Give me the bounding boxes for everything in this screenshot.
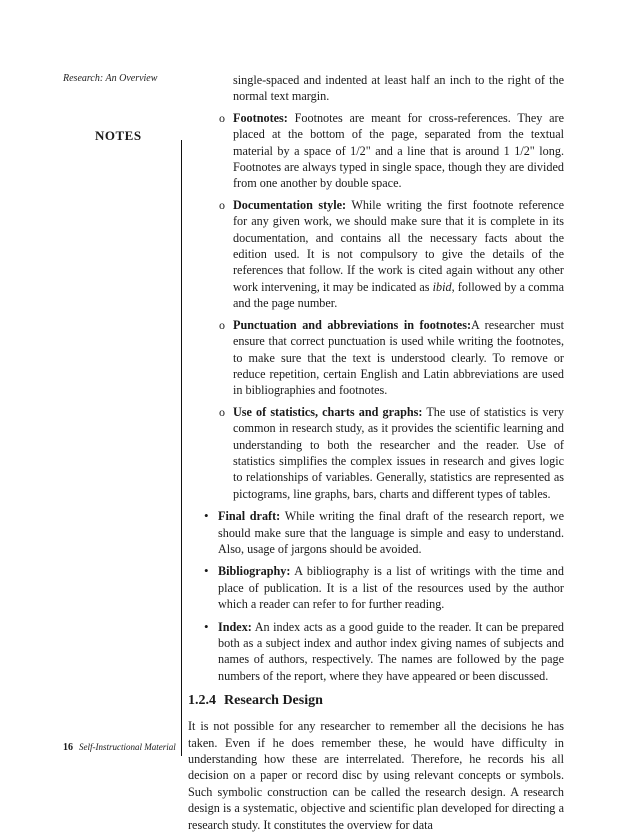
page-footer xyxy=(63,742,176,753)
bullet-text xyxy=(218,563,564,612)
subitem-punctuation xyxy=(188,317,564,399)
bullet-title: Bibliography: xyxy=(218,564,291,579)
subitem-marker: o xyxy=(219,317,225,332)
subitem-body-end: , followed by a comma and the page number. xyxy=(233,279,564,311)
subitem-title: Documentation style: xyxy=(233,197,347,212)
subitem-text xyxy=(233,197,564,312)
bullet-final-draft xyxy=(188,508,564,557)
footer-label: Self-Instructional Material xyxy=(79,742,176,752)
page-number: 16 xyxy=(63,742,73,753)
subitem-title: Punctuation and abbreviations in footnotes: xyxy=(233,317,471,332)
subitem-text xyxy=(233,317,564,399)
continued-paragraph: single-spaced and indented at least half an inch to the right of the normal text margin. xyxy=(233,73,564,104)
bullet-dot: • xyxy=(204,618,209,634)
subitem-marker: o xyxy=(219,110,225,125)
running-head: Research: An Overview xyxy=(63,73,158,84)
margin-divider-rule xyxy=(181,140,182,756)
section-title: Research Design xyxy=(224,693,323,709)
subitem-documentation-style xyxy=(188,197,564,312)
body-paragraph: It is not possible for any researcher to remember all the decisions he has taken. Even if he does remember these, he would have difficulty in understanding how these are interrelated. Therefore, he records his all decision on a paper or record disc by using relevant concepts or symbols. Such symbolic construction can be called the research design. A research design is a systematic, objective and scientific plan developed for directing a research study. It constitutes the overview for data xyxy=(188,719,564,832)
subitem-title: Footnotes: xyxy=(233,110,288,125)
subitem-statistics xyxy=(188,404,564,502)
section-heading xyxy=(188,692,564,710)
subitem-text xyxy=(233,110,564,192)
subitem-body: The use of statistics is very common in research study, as it provides the scientific learning and understanding to both the researcher and the reader. Use of statistics simplifies the complex issues in research and gives logic to relationships of variables. Generally, statistics are represented as pictograms, line graphs, bars, charts and different types of tables. xyxy=(233,404,565,501)
bullet-text xyxy=(218,508,564,557)
bullet-bibliography xyxy=(188,563,564,612)
bullet-body: While writing the final draft of the research report, we should make sure that the language is simple and easy to understand. Also, usage of jargons should be avoided. xyxy=(218,509,565,556)
bullet-index xyxy=(188,619,564,685)
margin-notes-label: NOTES xyxy=(95,128,142,143)
bullet-text xyxy=(218,619,564,685)
main-content xyxy=(188,72,564,833)
bullet-dot: • xyxy=(204,563,209,579)
subitem-body: Footnotes are meant for cross-references. They are placed at the bottom of the page, separated from the textual material by a space of 1/2" and a line that is around 1 1/2" long. Footnotes are always typed in single space, though they are divided from one another by double space. xyxy=(233,110,565,191)
bullet-body: An index acts as a good guide to the reader. It can be prepared both as a subject index and author index giving names of subjects and names of authors, respectively. The names are followed by the page numbers of the report, where they have appeared or been discussed. xyxy=(218,619,564,683)
subitem-marker: o xyxy=(219,404,225,419)
subitem-body: While writing the first footnote reference for any given work, we should make sure that it is complete in its documentation, and contains all the necessary facts about the edition used. It is not compulsory to give the details of the references that follow. If the work is cited again without any other work intervening, it may be indicated as xyxy=(233,197,565,294)
subitem-body: A researcher must ensure that correct punctuation is used while writing the footnotes, to make sure that the text is understood clearly. To remove or reduce repetition, certain English and Latin abbreviations are used in bibliographies and footnotes. xyxy=(233,317,564,398)
subitem-italic-term: ibid xyxy=(432,279,452,294)
bullet-dot: • xyxy=(204,508,209,524)
section-number: 1.2.4 xyxy=(188,693,216,709)
subitem-footnotes xyxy=(188,110,564,192)
bullet-title: Final draft: xyxy=(218,509,281,524)
bullet-body: A bibliography is a list of writings with the time and place of publication. It is a list of the resources used by the author which a reader can refer to for further reading. xyxy=(218,564,564,612)
subitem-title: Use of statistics, charts and graphs: xyxy=(233,404,423,419)
bullet-title: Index: xyxy=(218,619,252,634)
subitem-text xyxy=(233,404,564,502)
subitem-marker: o xyxy=(219,197,225,212)
